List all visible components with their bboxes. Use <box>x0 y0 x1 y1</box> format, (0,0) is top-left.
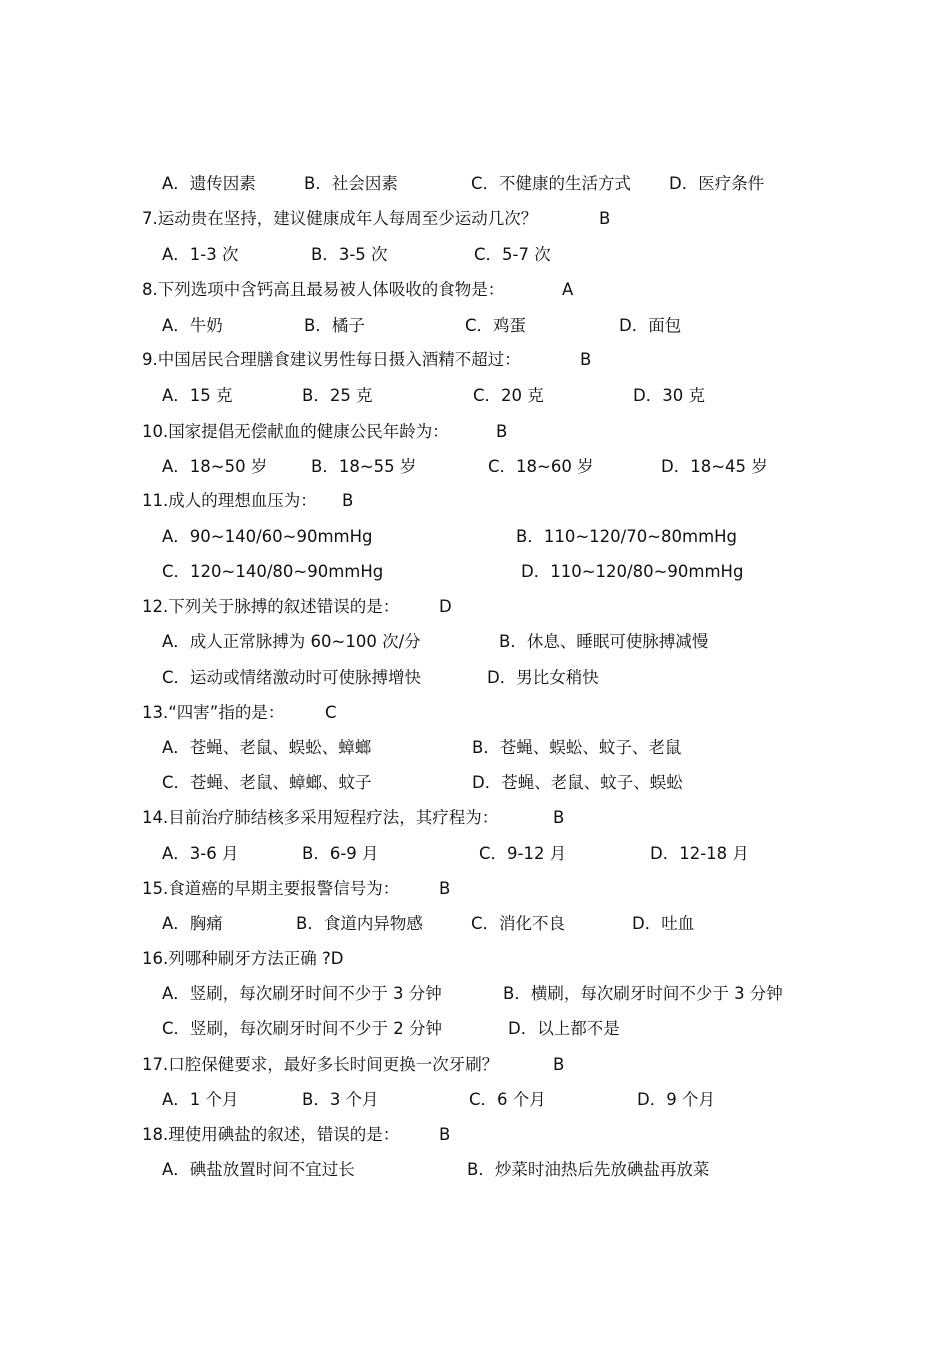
option-c: C．120~140/80~90mmHg <box>162 562 384 581</box>
question-8: 8.下列选项中含钙高且最易被人体吸收的食物是： <box>142 280 505 299</box>
answer-13: C <box>325 703 337 722</box>
answer-14: B <box>553 808 565 827</box>
option-d: D．以上都不是 <box>508 1019 620 1038</box>
answer-17: B <box>553 1055 565 1074</box>
option-a: A．牛奶 <box>162 316 223 335</box>
option-c: C．5-7 次 <box>474 245 551 264</box>
option-a: A．90~140/60~90mmHg <box>162 527 373 546</box>
option-b: B．休息、睡眠可使脉搏减慢 <box>499 632 709 651</box>
option-d: D．面包 <box>619 316 682 335</box>
option-b: B．18~55 岁 <box>311 457 417 476</box>
option-d: D．30 克 <box>633 386 705 405</box>
option-c: C．9-12 月 <box>479 844 567 863</box>
answer-8: A <box>562 280 574 299</box>
question-14: 14.目前治疗肺结核多采用短程疗法，其疗程为： <box>142 808 499 827</box>
question-13: 13.“四害”指的是： <box>142 703 285 722</box>
option-a: A．碘盐放置时间不宜过长 <box>162 1160 355 1179</box>
option-d: D．9 个月 <box>637 1090 715 1109</box>
question-18: 18.理使用碘盐的叙述，错误的是： <box>142 1125 400 1144</box>
answer-7: B <box>599 209 611 228</box>
option-c: C．运动或情绪激动时可使脉搏增快 <box>162 668 422 687</box>
question-17: 17.口腔保健要求，最好多长时间更换一次牙刷？ <box>142 1055 499 1074</box>
option-a: A．苍蝇、老鼠、蜈蚣、蟑螂 <box>162 738 372 757</box>
option-c: C．鸡蛋 <box>465 316 527 335</box>
option-b: B．社会因素 <box>304 174 398 193</box>
answer-15: B <box>439 879 451 898</box>
option-c: C．18~60 岁 <box>488 457 594 476</box>
option-a: A．竖刷，每次刷牙时间不少于 3 分钟 <box>162 984 442 1003</box>
option-a: A．1 个月 <box>162 1090 239 1109</box>
option-b: B．25 克 <box>302 386 373 405</box>
option-c: C．6 个月 <box>469 1090 546 1109</box>
option-d: D．110~120/80~90mmHg <box>521 562 744 581</box>
option-a: A．胸痛 <box>162 914 223 933</box>
answer-12: D <box>439 597 452 616</box>
option-c: C．不健康的生活方式 <box>471 174 632 193</box>
option-b: B．苍蝇、蜈蚣、蚊子、老鼠 <box>472 738 682 757</box>
option-d: D．医疗条件 <box>669 174 765 193</box>
option-d: D．12-18 月 <box>650 844 749 863</box>
option-d: D．18~45 岁 <box>661 457 768 476</box>
option-b: B．6-9 月 <box>302 844 379 863</box>
option-c: C．苍蝇、老鼠、蟑螂、蚊子 <box>162 773 372 792</box>
option-d: D．苍蝇、老鼠、蚊子、蜈蚣 <box>472 773 683 792</box>
question-15: 15.食道癌的早期主要报警信号为： <box>142 879 400 898</box>
question-7: 7.运动贵在坚持，建议健康成年人每周至少运动几次？ <box>142 209 538 228</box>
option-a: A．18~50 岁 <box>162 457 268 476</box>
option-b: B．110~120/70~80mmHg <box>516 527 738 546</box>
option-b: B．橘子 <box>304 316 365 335</box>
option-a: A．遗传因素 <box>162 174 256 193</box>
answer-11: B <box>342 491 354 510</box>
question-16: 16.列哪种刷牙方法正确 ?D <box>142 949 344 968</box>
option-a: A．15 克 <box>162 386 233 405</box>
question-12: 12.下列关于脉搏的叙述错误的是： <box>142 597 400 616</box>
option-a: A．1-3 次 <box>162 245 239 264</box>
option-b: B．食道内异物感 <box>296 914 423 933</box>
option-c: C．消化不良 <box>471 914 566 933</box>
question-9: 9.中国居民合理膳食建议男性每日摄入酒精不超过： <box>142 350 521 369</box>
question-10: 10.国家提倡无偿献血的健康公民年龄为： <box>142 422 449 441</box>
answer-9: B <box>580 350 592 369</box>
option-c: C．竖刷，每次刷牙时间不少于 2 分钟 <box>162 1019 443 1038</box>
option-b: B．炒菜时油热后先放碘盐再放菜 <box>467 1160 710 1179</box>
answer-10: B <box>496 422 508 441</box>
option-d: D．吐血 <box>632 914 695 933</box>
option-a: A．成人正常脉搏为 60~100 次/分 <box>162 632 421 651</box>
option-b: B．横刷，每次刷牙时间不少于 3 分钟 <box>503 984 783 1003</box>
question-11: 11.成人的理想血压为： <box>142 491 317 510</box>
answer-18: B <box>439 1125 451 1144</box>
option-b: B．3 个月 <box>302 1090 379 1109</box>
option-d: D．男比女稍快 <box>487 668 599 687</box>
option-c: C．20 克 <box>473 386 544 405</box>
option-a: A．3-6 月 <box>162 844 239 863</box>
option-b: B．3-5 次 <box>311 245 388 264</box>
